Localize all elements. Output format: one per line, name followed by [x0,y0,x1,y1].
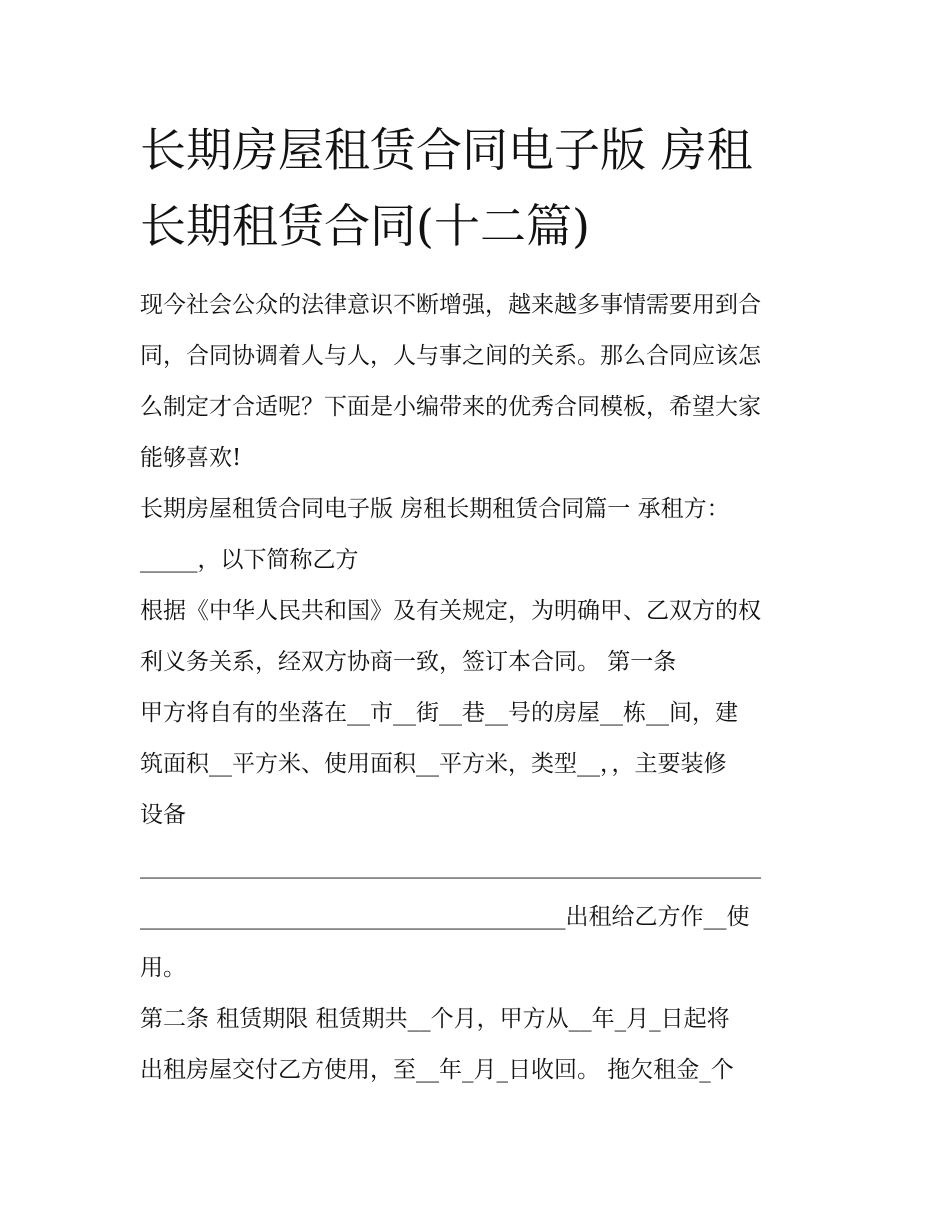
document-title [140,112,820,264]
body-line: 利义务关系，经双方协商一致，签订本合同。 第一条 [140,649,677,675]
body-line: 筑面积__平方米、使用面积__平方米，类型__，，主要装修 [140,751,727,777]
title-line-2: 长期租赁合同(十二篇) [140,199,590,253]
body-line: 甲方将自有的坐落在__市__街__巷__号的房屋__栋__间，建 [140,700,738,726]
body-line: 第二条 租赁期限 租赁期共__个月，甲方从__年_月_日起将 [140,1006,730,1032]
title-line-1: 长期房屋租赁合同电子版 房租 [140,123,753,177]
body-line: 同，合同协调着人与人，人与事之间的关系。那么合同应该怎 [140,343,761,369]
body-line: 长期房屋租赁合同电子版 房租长期租赁合同篇一 承租方： [140,496,730,522]
body-line: _____，以下简称乙方 [140,547,359,573]
document-body [140,280,820,1096]
body-line: _____________________________________出租给乙方作__使 [140,904,750,930]
body-line: 用。 [140,955,186,981]
body-line: ______________________________________________________ [140,853,761,879]
body-line: 现今社会公众的法律意识不断增强，越来越多事情需要用到合 [140,292,761,318]
body-line: 设备 [140,802,186,828]
body-line: 出租房屋交付乙方使用，至__年_月_日收回。 拖欠租金_个 [140,1057,734,1083]
body-line: 么制定才合适呢？下面是小编带来的优秀合同模板，希望大家 [140,394,761,420]
body-line: 根据《中华人民共和国》及有关规定，为明确甲、乙双方的权 [140,598,761,624]
body-line: 能够喜欢! [140,445,242,471]
